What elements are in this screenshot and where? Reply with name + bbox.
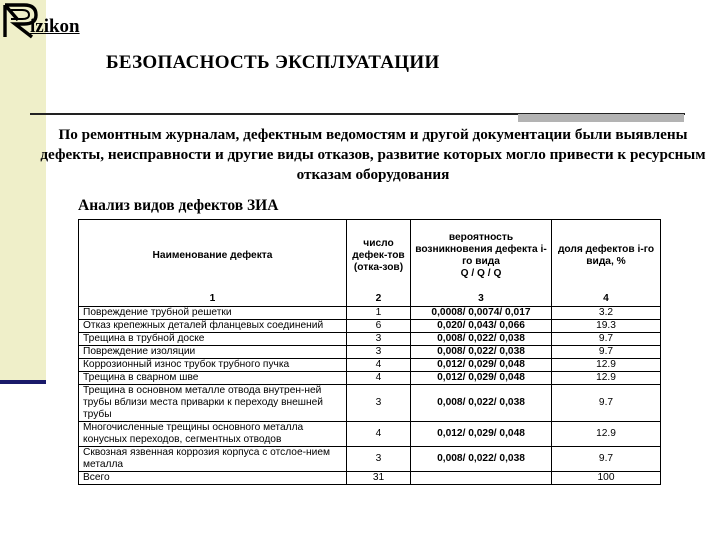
- defect-probability-cell: 0,008/ 0,022/ 0,038: [411, 345, 552, 358]
- title-rule-accent: [518, 114, 684, 122]
- defect-count-cell: 6: [347, 319, 411, 332]
- header-count: число дефек-тов (отка-зов): [347, 220, 411, 292]
- defect-count-cell: 3: [347, 446, 411, 471]
- logo: [2, 2, 112, 38]
- defect-share-cell: 12.9: [552, 371, 661, 384]
- defect-share-cell: 19.3: [552, 319, 661, 332]
- defect-share-cell: 9.7: [552, 345, 661, 358]
- column-number: 1: [79, 292, 347, 307]
- defect-count-cell: 3: [347, 332, 411, 345]
- defect-share-cell: 9.7: [552, 384, 661, 421]
- header-probability-text: вероятность возникновения дефекта i-го вида: [415, 231, 547, 267]
- table-row: [79, 384, 661, 421]
- table-row: [79, 371, 661, 384]
- table-row: [79, 446, 661, 471]
- total-label-cell: Всего: [79, 471, 347, 484]
- defect-name-cell: Повреждение изоляции: [79, 345, 347, 358]
- defect-probability-cell: 0,012/ 0,029/ 0,048: [411, 371, 552, 384]
- defect-count-cell: 4: [347, 358, 411, 371]
- defect-name-cell: Отказ крепежных деталей фланцевых соединений: [79, 319, 347, 332]
- defect-share-cell: 12.9: [552, 358, 661, 371]
- header-share: доля дефектов i-го вида, %: [552, 220, 661, 292]
- page-title: БЕЗОПАСНОСТЬ ЭКСПЛУАТАЦИИ: [106, 52, 440, 73]
- defect-share-cell: 12.9: [552, 421, 661, 446]
- defect-count-cell: 4: [347, 421, 411, 446]
- defect-name-cell: Трещина в основном металле отвода внутрен-ней трубы вблизи места приварки к переходу внешней трубы: [79, 384, 347, 421]
- defect-share-cell: 3.2: [552, 306, 661, 319]
- table-row: [79, 306, 661, 319]
- defect-probability-cell: 0,012/ 0,029/ 0,048: [411, 421, 552, 446]
- table-total-row: [79, 471, 661, 484]
- defect-count-cell: 1: [347, 306, 411, 319]
- defect-count-cell: 3: [347, 345, 411, 358]
- defect-name-cell: Многочисленные трещины основного металла конусных переходов, сегментных отводов: [79, 421, 347, 446]
- defect-share-cell: 9.7: [552, 446, 661, 471]
- table-row: [79, 319, 661, 332]
- defect-name-cell: Повреждение трубной решетки: [79, 306, 347, 319]
- side-accent-line: [0, 380, 46, 384]
- defect-probability-cell: 0,008/ 0,022/ 0,038: [411, 384, 552, 421]
- defect-name-cell: Трещина в сварном шве: [79, 371, 347, 384]
- total-count-cell: 31: [347, 471, 411, 484]
- header-name: Наименование дефекта: [79, 220, 347, 292]
- table-row: [79, 345, 661, 358]
- table-body: [79, 306, 661, 484]
- defect-name-cell: Трещина в трубной доске: [79, 332, 347, 345]
- table-row: [79, 421, 661, 446]
- table-row: [79, 358, 661, 371]
- column-number: 2: [347, 292, 411, 307]
- defect-probability-cell: 0,008/ 0,022/ 0,038: [411, 446, 552, 471]
- total-probability-cell: [411, 471, 552, 484]
- defect-probability-cell: 0,008/ 0,022/ 0,038: [411, 332, 552, 345]
- defect-probability-cell: 0,020/ 0,043/ 0,066: [411, 319, 552, 332]
- header-probability-formula: Q / Q / Q: [460, 267, 502, 279]
- table-row: [79, 332, 661, 345]
- intro-paragraph: По ремонтным журналам, дефектным ведомостям и другой документации были выявлены дефекты, неисправности и другие виды отказов, развитие которых могло привести к ресурсным отказам оборудования: [40, 126, 706, 183]
- logo-text: izikon: [30, 16, 80, 37]
- defect-probability-cell: 0,012/ 0,029/ 0,048: [411, 358, 552, 371]
- defect-count-cell: 4: [347, 371, 411, 384]
- table-caption: Анализ видов дефектов ЗИА: [78, 197, 279, 214]
- column-number: 4: [552, 292, 661, 307]
- defect-name-cell: Коррозионный износ трубок трубного пучка: [79, 358, 347, 371]
- header-probability: [411, 220, 552, 292]
- column-number-row: [79, 292, 661, 307]
- table-header-row: [79, 220, 661, 292]
- defect-count-cell: 3: [347, 384, 411, 421]
- column-number: 3: [411, 292, 552, 307]
- defect-share-cell: 9.7: [552, 332, 661, 345]
- side-band: [0, 0, 46, 384]
- defect-name-cell: Сквозная язвенная коррозия корпуса с отслое-нием металла: [79, 446, 347, 471]
- defects-table: [78, 219, 661, 485]
- total-share-cell: 100: [552, 471, 661, 484]
- defect-probability-cell: 0,0008/ 0,0074/ 0,017: [411, 306, 552, 319]
